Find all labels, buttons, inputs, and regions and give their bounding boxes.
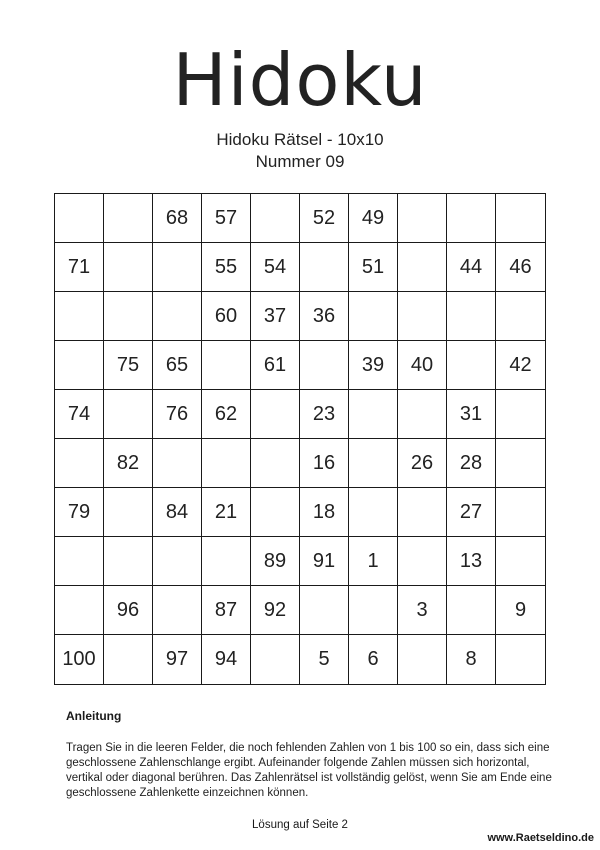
grid-cell[interactable]	[349, 586, 398, 635]
grid-cell[interactable]	[398, 635, 447, 684]
grid-cell[interactable]	[349, 390, 398, 439]
grid-cell[interactable]	[496, 537, 545, 586]
grid-cell[interactable]	[398, 390, 447, 439]
grid-cell[interactable]	[251, 390, 300, 439]
grid-cell[interactable]	[300, 341, 349, 390]
grid-cell: 13	[447, 537, 496, 586]
hidoku-grid	[54, 193, 546, 685]
grid-cell[interactable]	[496, 488, 545, 537]
grid-cell: 6	[349, 635, 398, 684]
grid-cell[interactable]	[104, 390, 153, 439]
grid-cell: 97	[153, 635, 202, 684]
grid-cell[interactable]	[447, 194, 496, 243]
grid-cell: 100	[55, 635, 104, 684]
grid-cell[interactable]	[300, 243, 349, 292]
grid-cell: 16	[300, 439, 349, 488]
instructions-heading: Anleitung	[66, 709, 122, 723]
grid-cell[interactable]	[55, 341, 104, 390]
grid-cell: 42	[496, 341, 545, 390]
grid-cell: 60	[202, 292, 251, 341]
grid-cell[interactable]	[496, 194, 545, 243]
grid-cell[interactable]	[251, 194, 300, 243]
grid-cell[interactable]	[398, 537, 447, 586]
grid-cell[interactable]	[104, 243, 153, 292]
grid-cell[interactable]	[496, 390, 545, 439]
grid-cell[interactable]	[251, 635, 300, 684]
grid-cell: 37	[251, 292, 300, 341]
grid-cell: 9	[496, 586, 545, 635]
grid-cell[interactable]	[251, 439, 300, 488]
grid-cell[interactable]	[55, 537, 104, 586]
grid-cell[interactable]	[153, 586, 202, 635]
grid-cell: 52	[300, 194, 349, 243]
puzzle-number: Nummer 09	[255, 152, 345, 171]
grid-cell: 27	[447, 488, 496, 537]
grid-cell[interactable]	[496, 292, 545, 341]
grid-cell: 89	[251, 537, 300, 586]
grid-cell: 23	[300, 390, 349, 439]
grid-cell: 18	[300, 488, 349, 537]
grid-cell: 39	[349, 341, 398, 390]
page-title: Hidoku	[172, 38, 428, 122]
grid-cell[interactable]	[447, 292, 496, 341]
grid-cell: 49	[349, 194, 398, 243]
grid-cell: 94	[202, 635, 251, 684]
grid-cell: 51	[349, 243, 398, 292]
grid-cell[interactable]	[104, 635, 153, 684]
grid-cell: 62	[202, 390, 251, 439]
grid-cell: 75	[104, 341, 153, 390]
puzzle-subtitle: Hidoku Rätsel - 10x10	[216, 130, 384, 149]
grid-cell: 92	[251, 586, 300, 635]
grid-cell[interactable]	[104, 488, 153, 537]
grid-cell[interactable]	[398, 488, 447, 537]
grid-cell: 84	[153, 488, 202, 537]
grid-cell[interactable]	[447, 341, 496, 390]
grid-cell: 5	[300, 635, 349, 684]
grid-cell[interactable]	[55, 194, 104, 243]
grid-cell: 54	[251, 243, 300, 292]
grid-cell: 91	[300, 537, 349, 586]
grid-cell: 36	[300, 292, 349, 341]
grid-cell[interactable]	[153, 439, 202, 488]
grid-cell[interactable]	[398, 243, 447, 292]
instructions-text: Tragen Sie in die leeren Felder, die noch fehlenden Zahlen von 1 bis 100 so ein, dass sich eine geschlossene Zahlenschlange ergibt. Aufeinander folgende Zahlen müssen sich horizontal, vertikal oder diagonal berühren. Das Zahlenrätsel ist vollständig gelöst, wenn Sie am Ende eine geschlossene Zahlenkette einzeichnen können.	[66, 742, 552, 799]
grid-cell[interactable]	[447, 586, 496, 635]
grid-cell: 79	[55, 488, 104, 537]
grid-cell[interactable]	[251, 488, 300, 537]
grid-cell[interactable]	[153, 243, 202, 292]
grid-cell: 46	[496, 243, 545, 292]
grid-cell[interactable]	[300, 586, 349, 635]
grid-cell: 40	[398, 341, 447, 390]
grid-cell[interactable]	[398, 292, 447, 341]
grid-cell[interactable]	[349, 439, 398, 488]
grid-cell: 71	[55, 243, 104, 292]
grid-cell[interactable]	[55, 292, 104, 341]
grid-cell: 76	[153, 390, 202, 439]
grid-cell: 26	[398, 439, 447, 488]
grid-cell: 1	[349, 537, 398, 586]
grid-cell: 61	[251, 341, 300, 390]
grid-cell[interactable]	[496, 439, 545, 488]
grid-cell: 65	[153, 341, 202, 390]
solution-note: Lösung auf Seite 2	[252, 819, 348, 831]
grid-cell: 57	[202, 194, 251, 243]
grid-cell: 96	[104, 586, 153, 635]
grid-cell: 3	[398, 586, 447, 635]
grid-cell: 68	[153, 194, 202, 243]
grid-cell[interactable]	[104, 537, 153, 586]
grid-cell[interactable]	[496, 635, 545, 684]
grid-cell[interactable]	[55, 439, 104, 488]
grid-cell: 31	[447, 390, 496, 439]
grid-cell[interactable]	[349, 488, 398, 537]
grid-cell[interactable]	[202, 341, 251, 390]
grid-cell[interactable]	[153, 292, 202, 341]
grid-cell: 87	[202, 586, 251, 635]
grid-cell: 21	[202, 488, 251, 537]
grid-cell: 82	[104, 439, 153, 488]
grid-cell[interactable]	[104, 194, 153, 243]
grid-cell[interactable]	[104, 292, 153, 341]
grid-cell[interactable]	[349, 292, 398, 341]
grid-cell: 55	[202, 243, 251, 292]
grid-cell: 8	[447, 635, 496, 684]
grid-cell[interactable]	[202, 439, 251, 488]
grid-cell[interactable]	[55, 586, 104, 635]
grid-cell[interactable]	[398, 194, 447, 243]
grid-cell: 74	[55, 390, 104, 439]
grid-cell: 44	[447, 243, 496, 292]
website-link[interactable]: www.Raetseldino.de	[487, 832, 594, 844]
grid-cell: 28	[447, 439, 496, 488]
grid-cell[interactable]	[202, 537, 251, 586]
grid-cell[interactable]	[153, 537, 202, 586]
